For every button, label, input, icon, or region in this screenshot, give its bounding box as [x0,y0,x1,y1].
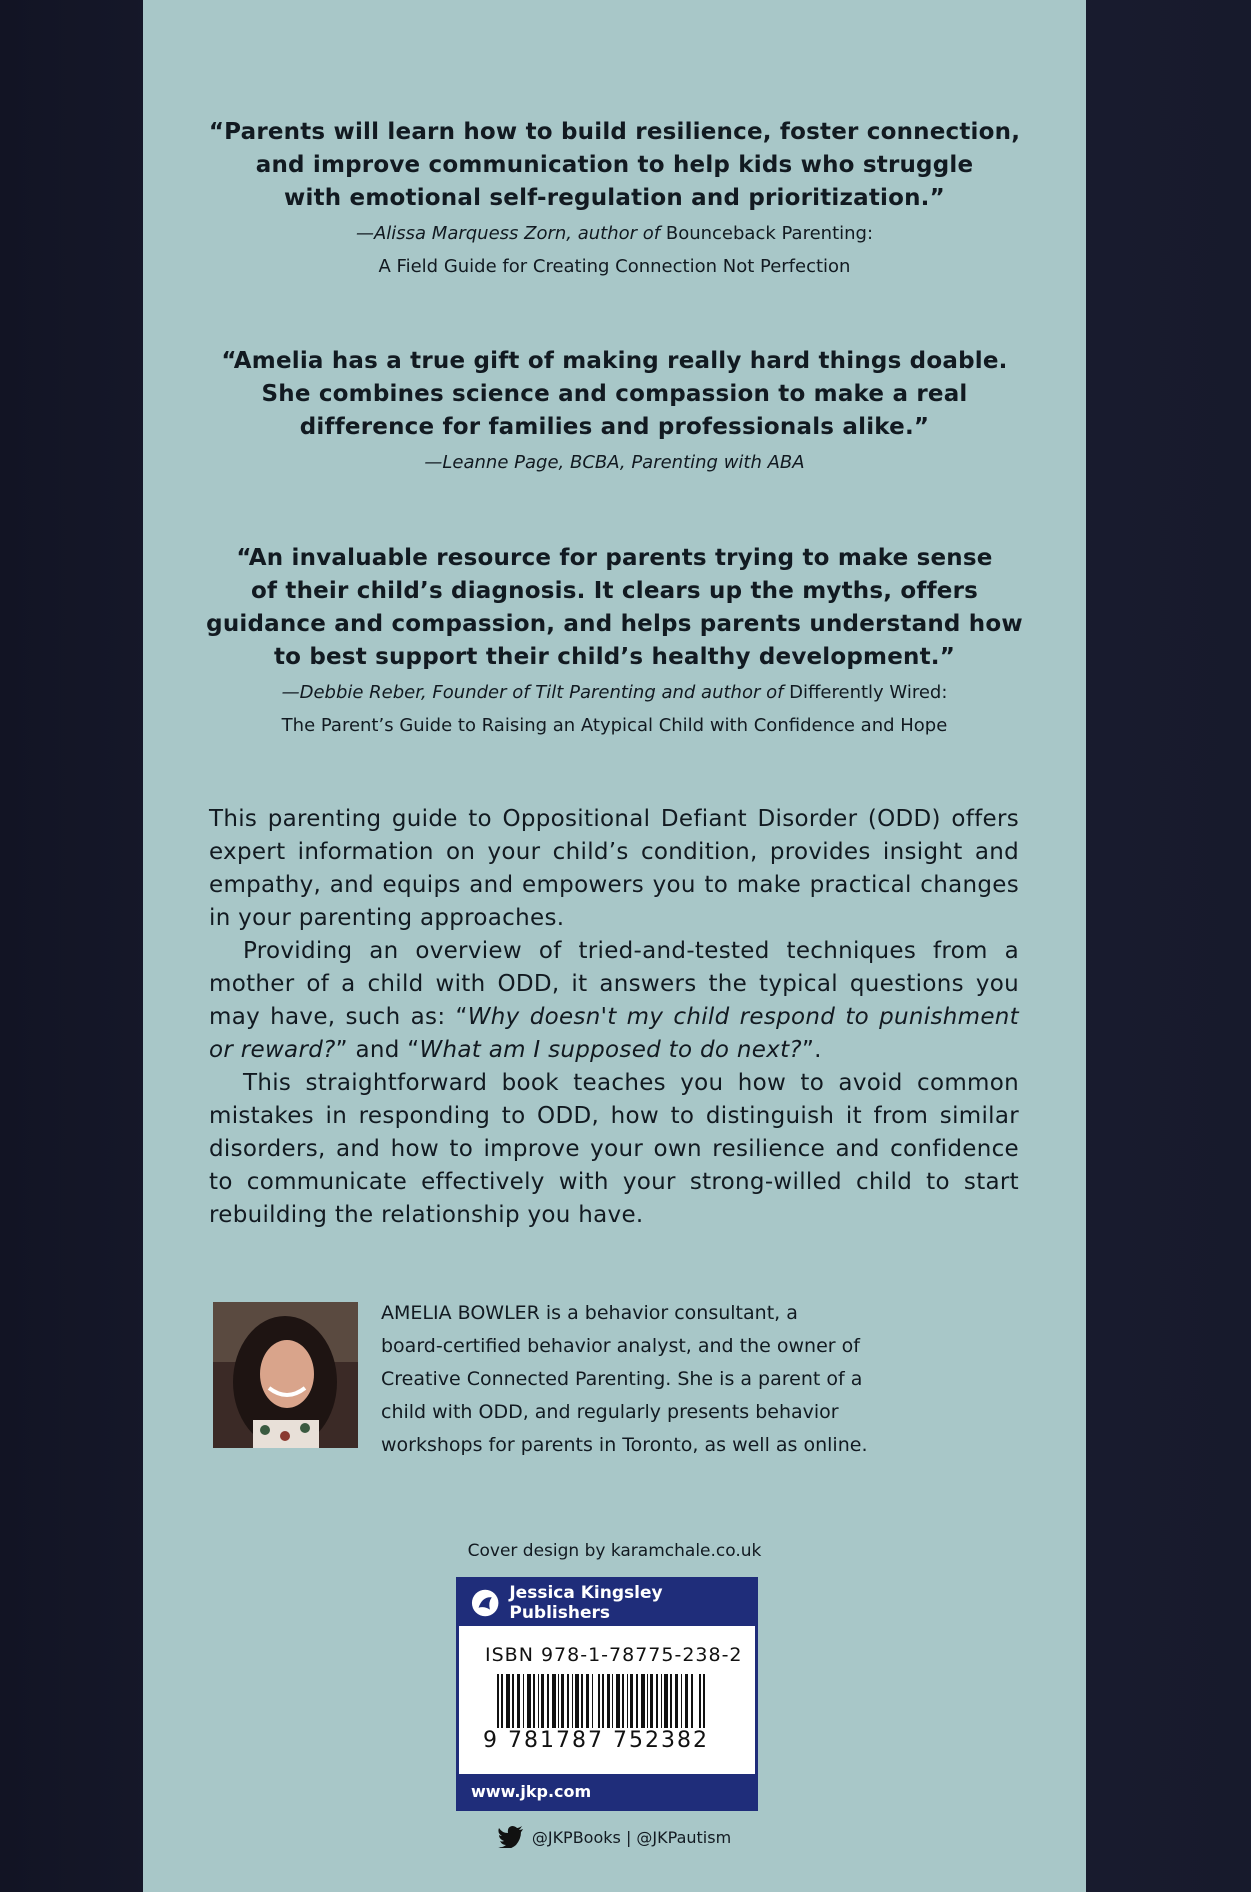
attribution-author: —Leanne Page, BCBA, Parenting with ABA [424,452,805,473]
cover-design-credit: Cover design by karamchale.co.uk [467,1541,762,1561]
description-paragraph-2 [209,935,1019,1067]
barcode-number: 9 781787 752382 [483,1728,713,1753]
description-question: What am I supposed to do next? [419,1037,802,1063]
author-portrait-image [213,1302,358,1448]
author-bio-line: workshops for parents in Toronto, as well as online. [381,1434,868,1456]
publisher-logo-icon [471,1588,499,1618]
attribution-title: Bounceback Parenting: [665,223,874,244]
quote-2-line: She combines science and compassion to make a real [261,381,968,407]
back-cover [143,0,1086,1892]
book-description [209,803,1019,1232]
author-bio-line: board-certified behavior analyst, and the owner of [381,1335,860,1357]
social-handles [143,1826,1086,1848]
quote-3-line: of their child’s diagnosis. It clears up the myths, offers [250,578,979,604]
quote-2-line: “Amelia has a true gift of making really hard things doable. [221,348,1008,374]
quote-3-attribution [183,676,1046,742]
attribution-author: —Alissa Marquess Zorn, author of [355,223,666,244]
description-paragraph-1: This parenting guide to Oppositional Defiant Disorder (ODD) offers expert information on your child’s condition, provides insight and empathy, and equips and empowers you to make practical changes in your parenting approaches. [209,806,1019,931]
author-bio [381,1297,901,1462]
quote-3 [183,542,1046,742]
barcode-panel [456,1577,758,1811]
quote-2-line: difference for families and professionals alike.” [299,414,930,440]
twitter-bird-icon [498,1826,524,1848]
description-text: Providing an overview of tried-and-tested techniques from a mother of a child with ODD, it answers the typical questions you may have, such as: “ [209,938,1019,1030]
quote-3-text [183,542,1046,674]
description-paragraph-3: This straightforward book teaches you how to avoid common mistakes in responding to ODD, how to distinguish it from similar disorders, and how to improve your own resilience and confidence to communicate effectively with your strong-willed child to start rebuilding the relationship you have. [209,1070,1019,1228]
quote-2-text [183,345,1046,444]
quote-1 [183,116,1046,283]
attribution-subtitle: The Parent’s Guide to Raising an Atypical Child with Confidence and Hope [281,715,948,736]
quote-1-line: “Parents will learn how to build resilience, foster connection, [208,119,1021,145]
quote-3-line: guidance and compassion, and helps parents understand how [206,611,1023,637]
author-bio-line: child with ODD, and regularly presents behavior [381,1401,839,1423]
author-bio-line: AMELIA BOWLER is a behavior consultant, a [381,1302,798,1324]
quote-3-line: to best support their child’s healthy development.” [273,644,956,670]
attribution-subtitle: A Field Guide for Creating Connection Not Perfection [378,256,851,277]
isbn-text: ISBN 978-1-78775-238-2 [485,1644,743,1666]
author-bio-line: Creative Connected Parenting. She is a parent of a [381,1368,863,1390]
publisher-name: Jessica Kingsley Publishers [509,1583,663,1623]
description-text: ” and “ [335,1037,420,1063]
quote-2-attribution [183,446,1046,479]
publisher-website: www.jkp.com [459,1774,755,1808]
attribution-title: Differently Wired: [789,682,948,703]
quote-1-attribution [183,217,1046,283]
quote-3-line: “An invaluable resource for parents trying to make sense [236,545,993,571]
description-text: ”. [801,1037,822,1063]
quote-2 [183,345,1046,479]
description-question: Why doesn't my child respond to punishment or reward? [209,1004,1020,1063]
author-photo [213,1302,358,1448]
quote-1-line: with emotional self-regulation and prioritization.” [284,185,945,211]
quote-1-text [183,116,1046,215]
quote-1-line: and improve communication to help kids who struggle [255,152,974,178]
social-handles-text: @JKPBooks | @JKPautism [531,1827,732,1847]
attribution-author: —Debbie Reber, Founder of Tilt Parenting and author of [281,682,790,703]
publisher-header [459,1580,755,1626]
